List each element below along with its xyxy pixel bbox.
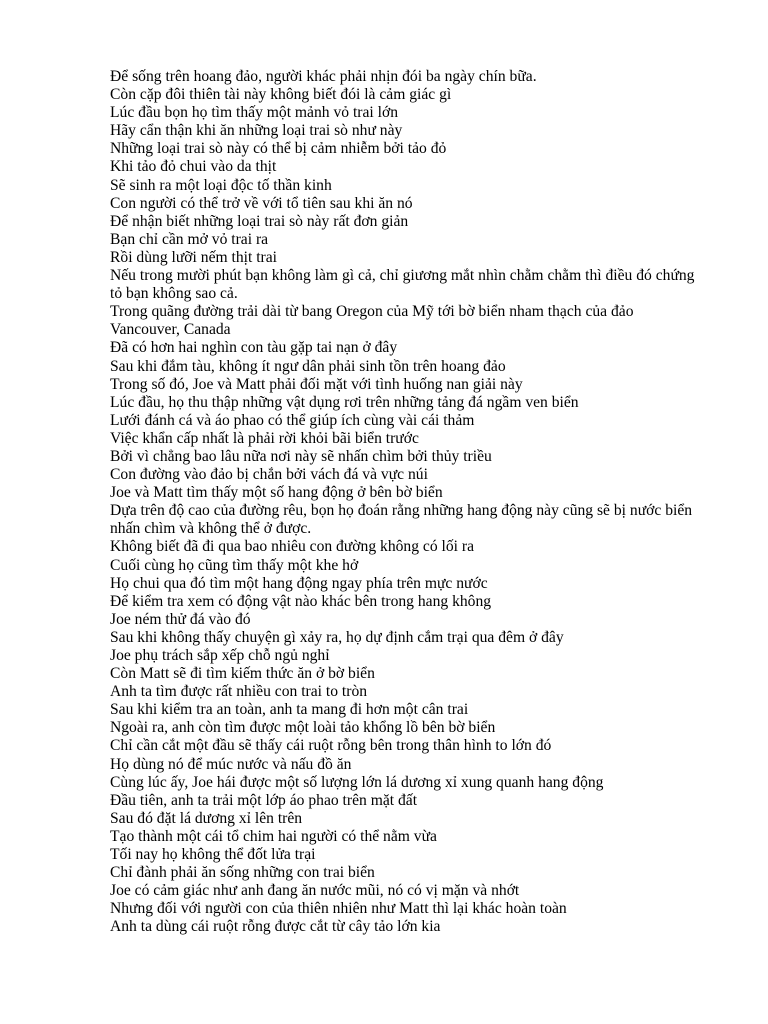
text-line: Còn cặp đôi thiên tài này không biết đói là cảm giác gì xyxy=(110,86,452,104)
text-line: Nhưng đối với người con của thiên nhiên như Matt thì lại khác hoàn toàn xyxy=(110,900,567,918)
text-line: Hãy cẩn thận khi ăn những loại trai sò như này xyxy=(110,122,403,140)
text-line: Cuối cùng họ cũng tìm thấy một khe hở xyxy=(110,556,359,574)
text-line: Anh ta dùng cái ruột rỗng được cắt từ cây tảo lớn kia xyxy=(110,918,441,936)
text-line: Để nhận biết những loại trai sò này rất đơn giản xyxy=(110,212,409,230)
text-line: Dựa trên độ cao của đường rêu, bọn họ đoán rằng những hang động này cũng sẽ bị nước biển nhấn chìm và không thể ở được. xyxy=(110,502,693,538)
text-line: Họ dùng nó để múc nước và nấu đồ ăn xyxy=(110,755,352,773)
text-line: Sau khi đắm tàu, không ít ngư dân phải sinh tồn trên hoang đảo xyxy=(110,357,506,375)
text-line: Con người có thể trở về với tổ tiên sau khi ăn nó xyxy=(110,194,413,212)
text-line: Ngoài ra, anh còn tìm được một loài tảo khổng lồ bên bờ biển xyxy=(110,719,496,737)
text-line: Joe ném thử đá vào đó xyxy=(110,610,251,628)
text-line: Cùng lúc ấy, Joe hái được một số lượng lớn lá dương xỉ xung quanh hang động xyxy=(110,773,604,791)
text-line: Con đường vào đảo bị chắn bởi vách đá và vực núi xyxy=(110,466,428,484)
text-line: Họ chui qua đó tìm một hang động ngay phía trên mực nước xyxy=(110,574,488,592)
text-line: Bạn chỉ cần mở vỏ trai ra xyxy=(110,230,269,248)
text-line: Trong số đó, Joe và Matt phải đối mặt với tình huống nan giải này xyxy=(110,375,523,393)
text-line: Joe có cảm giác như anh đang ăn nước mũi, nó có vị mặn và nhớt xyxy=(110,882,520,900)
text-line: Không biết đã đi qua bao nhiêu con đường không có lối ra xyxy=(110,538,475,556)
text-line: Tạo thành một cái tổ chim hai người có thể nằm vừa xyxy=(110,827,437,845)
text-line: Tối nay họ không thể đốt lửa trại xyxy=(110,846,316,864)
text-line: Anh ta tìm được rất nhiều con trai to tròn xyxy=(110,683,368,701)
text-line: Còn Matt sẽ đi tìm kiếm thức ăn ở bờ biển xyxy=(110,665,375,683)
text-line: Sẽ sinh ra một loại độc tố thần kinh xyxy=(110,176,332,194)
text-line: Những loại trai sò này có thể bị cảm nhiễm bởi tảo đỏ xyxy=(110,140,447,158)
text-line: Lúc đầu bọn họ tìm thấy một mảnh vỏ trai lớn xyxy=(110,104,399,122)
text-line: Rồi dùng lưỡi nếm thịt trai xyxy=(110,248,277,266)
document-body xyxy=(110,68,705,937)
text-line: Sau khi không thấy chuyện gì xảy ra, họ dự định cắm trại qua đêm ở đây xyxy=(110,628,564,646)
text-line: Đầu tiên, anh ta trải một lớp áo phao trên mặt đất xyxy=(110,791,418,809)
text-line: Khi tảo đỏ chui vào da thịt xyxy=(110,158,277,176)
text-line: Nếu trong mười phút bạn không làm gì cả, chỉ giương mắt nhìn chằm chằm thì điều đó chứng tỏ bạn không sao cả. xyxy=(110,267,695,303)
text-line: Sau đó đặt lá dương xỉ lên trên xyxy=(110,809,303,827)
text-line: Bởi vì chẳng bao lâu nữa nơi này sẽ nhấn chìm bởi thủy triều xyxy=(110,447,492,465)
text-line: Lưới đánh cá và áo phao có thể giúp ích cùng vài cái thảm xyxy=(110,411,475,429)
text-line: Việc khẩn cấp nhất là phải rời khỏi bãi biển trước xyxy=(110,429,419,447)
text-line: Lúc đầu, họ thu thập những vật dụng rơi trên những tảng đá ngầm ven biển xyxy=(110,393,579,411)
text-line: Chỉ cần cắt một đầu sẽ thấy cái ruột rỗng bên trong thân hình to lớn đó xyxy=(110,737,552,755)
text-line: Trong quãng đường trải dài từ bang Oregon của Mỹ tới bờ biển nham thạch của đảo Vancouver, Canada xyxy=(110,303,634,339)
text-line: Sau khi kiểm tra an toàn, anh ta mang đi hơn một cân trai xyxy=(110,701,469,719)
text-line: Joe phụ trách sắp xếp chỗ ngủ nghỉ xyxy=(110,647,330,664)
text-line: Đã có hơn hai nghìn con tàu gặp tai nạn ở đây xyxy=(110,339,398,357)
text-line: Joe và Matt tìm thấy một số hang động ở bên bờ biển xyxy=(110,484,443,502)
text-line: Để sống trên hoang đảo, người khác phải nhịn đói ba ngày chín bữa. xyxy=(110,68,537,85)
text-line: Chỉ đành phải ăn sống những con trai biển xyxy=(110,864,375,882)
text-line: Để kiểm tra xem có động vật nào khác bên trong hang không xyxy=(110,592,492,610)
